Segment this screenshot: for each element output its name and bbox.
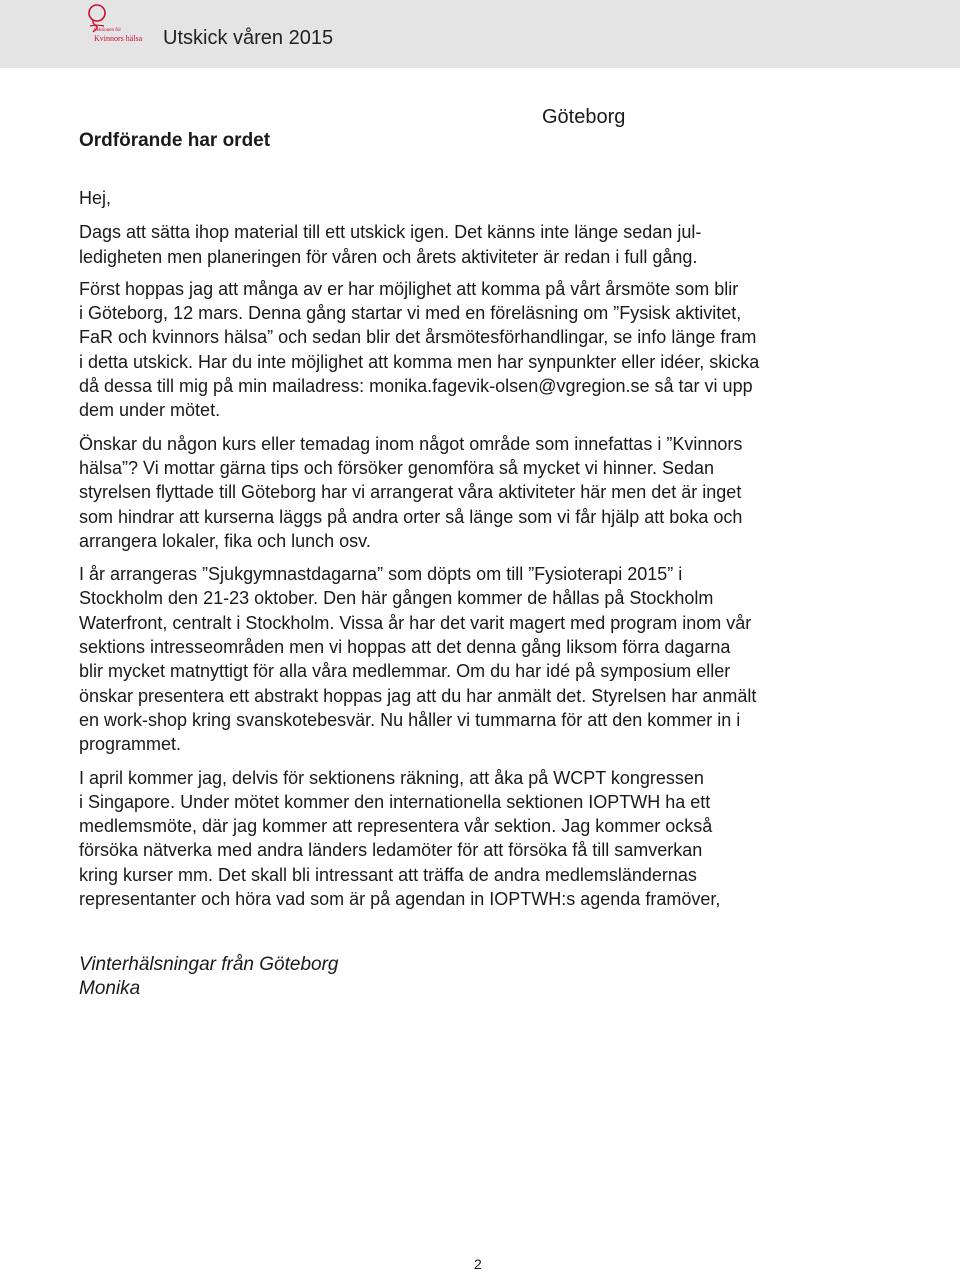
paragraph-line: medlemsmöte, där jag kommer att representera vår sektion. Jag kommer också <box>79 816 713 837</box>
document-heading: Ordförande har ordet <box>79 130 271 151</box>
signoff <box>79 953 338 1001</box>
paragraph-line: blir mycket matnyttigt för alla våra medlemmar. Om du har idé på symposium eller <box>79 661 731 682</box>
paragraph <box>79 562 879 756</box>
paragraph-line: Waterfront, centralt i Stockholm. Vissa år har det varit magert med program inom vår <box>79 612 752 633</box>
paragraph-line: styrelsen flyttade till Göteborg har vi arrangerat våra aktiviteter här men det är inget <box>79 482 742 503</box>
paragraph-line: programmet. <box>79 734 182 755</box>
paragraph-line: som hindrar att kurserna läggs på andra orter så länge som vi får hjälp att boka och <box>79 506 743 527</box>
paragraph-line: representanter och höra vad som är på agendan in IOPTWH:s agenda framöver, <box>79 889 721 910</box>
paragraph-line: en work-shop kring svanskotebesvär. Nu håller vi tummarna för att den kommer in i <box>79 709 741 730</box>
paragraph <box>79 766 879 912</box>
logo-org: Kvinnors hälsa <box>94 34 143 43</box>
paragraph-line: Först hoppas jag att många av er har möjlighet att komma på vårt årsmöte som blir <box>79 278 739 299</box>
logo-text <box>94 28 142 43</box>
paragraph-line: Stockholm den 21-23 oktober. Den här gången kommer de hållas på Stockholm <box>79 588 714 609</box>
paragraph-line: Dags att sätta ihop material till ett utskick igen. Det känns inte länge sedan jul- <box>79 222 702 243</box>
paragraph-line: hälsa”? Vi mottar gärna tips och försöker genomföra så mycket vi hinner. Sedan <box>79 457 714 478</box>
paragraph-line: dem under mötet. <box>79 400 221 421</box>
letter-body <box>79 186 879 911</box>
logo-org-small: Sektionen för <box>94 28 122 33</box>
paragraph-line: FaR och kvinnors hälsa” och sedan blir det årsmötesförhandlingar, se info länge fram <box>79 327 757 348</box>
signoff-line: Vinterhälsningar från Göteborg <box>79 954 339 975</box>
signature-name: Monika <box>79 978 141 999</box>
paragraph <box>79 277 879 423</box>
paragraph-line: kring kurser mm. Det skall bli intressant att träffa de andra medlemsländernas <box>79 864 697 885</box>
page-number: 2 <box>474 1256 482 1272</box>
logo <box>80 2 160 46</box>
greeting: Hej, <box>79 188 112 208</box>
paragraph-line: I april kommer jag, delvis för sektionens räkning, att åka på WCPT kongressen <box>79 767 704 788</box>
header-title: Utskick våren 2015 <box>163 27 334 49</box>
paragraph <box>79 432 879 553</box>
paragraph-line: arrangera lokaler, fika och lunch osv. <box>79 530 371 551</box>
paragraph-line: i Göteborg, 12 mars. Denna gång startar vi med en föreläsning om ”Fysisk aktivitet, <box>79 303 742 324</box>
paragraph-line: I år arrangeras ”Sjukgymnastdagarna” som döpts om till ”Fysioterapi 2015” i <box>79 564 683 585</box>
paragraph-line: i detta utskick. Har du inte möjlighet att komma men har synpunkter eller idéer, skicka <box>79 351 760 372</box>
paragraph-line: då dessa till mig på min mailadress: monika.fagevik-olsen@vgregion.se så tar vi upp <box>79 376 753 397</box>
paragraph-line: i Singapore. Under mötet kommer den internationella sektionen IOPTWH ha ett <box>79 791 711 812</box>
paragraph <box>79 220 879 269</box>
paragraph-line: önskar presentera ett abstrakt hoppas jag att du har anmält det. Styrelsen har anmält <box>79 685 757 706</box>
paragraph-line: försöka nätverka med andra länders ledamöter för att försöka få till samverkan <box>79 840 703 861</box>
paragraph-line: ledigheten men planeringen för våren och årets aktiviteter är redan i full gång. <box>79 246 698 267</box>
paragraph-line: Önskar du någon kurs eller temadag inom något område som innefattas i ”Kvinnors <box>79 433 743 454</box>
paragraph-line: sektions intresseområden men vi hoppas att det denna gång liksom förra dagarna <box>79 637 731 658</box>
document-place: Göteborg <box>542 106 626 128</box>
